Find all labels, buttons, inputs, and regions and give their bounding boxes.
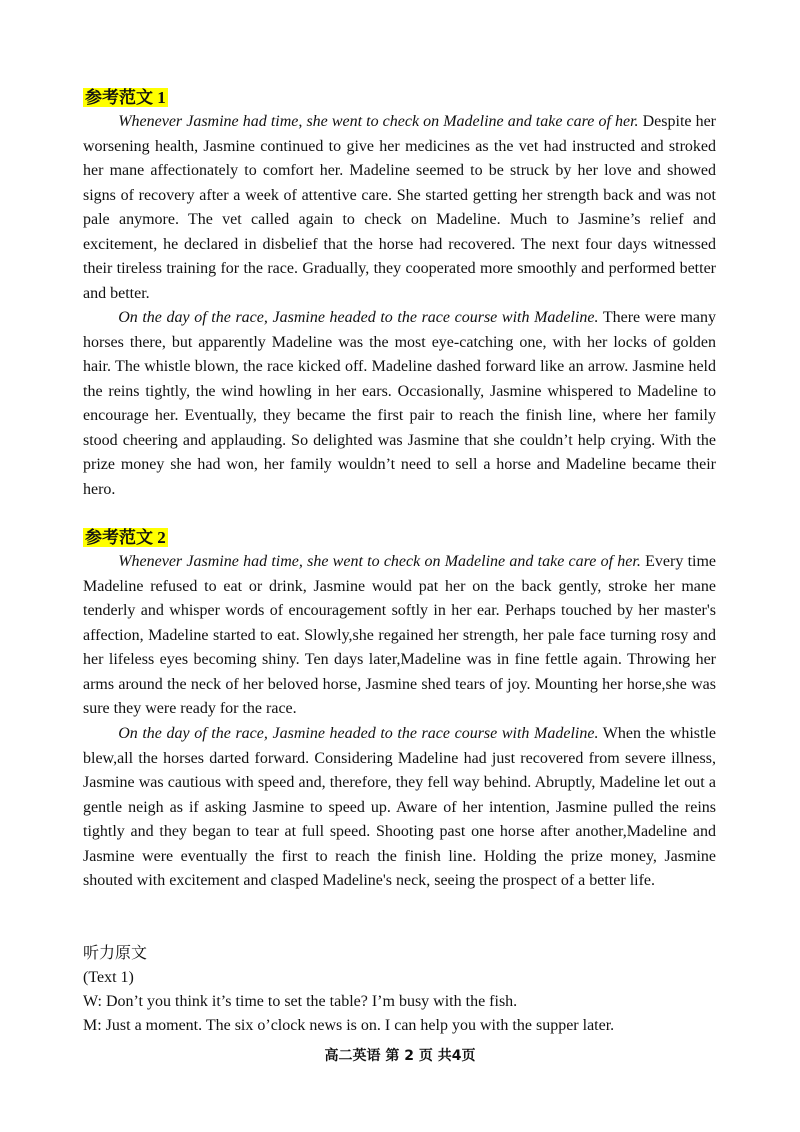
sample2-paragraph-1 — [83, 550, 716, 722]
sample1-p2-lead: On the day of the race, Jasmine headed to the race course with Madeline. — [118, 309, 599, 326]
sample2-p2-lead: On the day of the race, Jasmine headed to the race course with Madeline. — [118, 725, 599, 742]
sample2-p1-body: Every time Madeline refused to eat or drink, Jasmine would pat her on the back gently, stroke her mane tenderly and whisper words of encouragement softly in her ear. Perhaps touched by her master's affection, Madeline started to eat. Slowly,she regained her strength, her pale face turning rosy and her lifeless eyes becoming shiny. Ten days later,Madeline was in fine fettle again. Throwing her arms around the neck of her beloved horse, Jasmine shed tears of joy. Mounting her horse,she was sure they were ready for the race. — [83, 553, 717, 717]
sample2-heading: 参考范文 2 — [85, 528, 166, 547]
listening-line-w: W: Don’t you think it’s time to set the table? I’m busy with the fish. — [83, 993, 518, 1010]
sample2-p1-lead: Whenever Jasmine had time, she went to check on Madeline and take care of her. — [118, 553, 641, 570]
sample1-heading: 参考范文 1 — [85, 88, 166, 107]
sample1-p1-lead: Whenever Jasmine had time, she went to check on Madeline and take care of her. — [118, 113, 639, 130]
sample1-p1-body: Despite her worsening health, Jasmine continued to give her medicines as the vet had instructed and stroked her mane affectionately to comfort her. Madeline seemed to be struck by her love and showed signs of recovery after a week of attentive care. She started getting her strength back and was not pale anymore. The vet called again to check on Madeline. Much to Jasmine’s relief and excitement, he declared in disbelief that the horse had recovered. The next four days witnessed their tireless training for the race. Gradually, they cooperated more smoothly and performed better and better. — [83, 113, 716, 302]
page-footer: 高二英语 第 2 页 共4页 — [324, 1048, 476, 1064]
sample1-paragraph-2 — [83, 306, 716, 502]
sample2-paragraph-2 — [83, 722, 716, 894]
sample2-p2-body: When the whistle blew,all the horses darted forward. Considering Madeline had just recovered from severe illness, Jasmine was cautious with speed and, therefore, they fell way behind. Abruptly, Madeline let out a gentle neigh as if asking Jasmine to speed up. Aware of her intention, Jasmine pulled the reins tightly and they began to tear at full speed. Shooting past one horse after another,Madeline and Jasmine were eventually the first to reach the finish line. Holding the prize money, Jasmine shouted with excitement and clasped Madeline's neck, seeing the prospect of a better life. — [83, 725, 716, 889]
listening-title: 听力原文 — [83, 945, 148, 962]
listening-text-label: (Text 1) — [83, 969, 134, 986]
sample1-p2-body: There were many horses there, but apparently Madeline was the most eye-catching one, with her locks of golden hair. The whistle blown, the race kicked off. Madeline dashed forward like an arrow. Jasmine held the reins tightly, the wind howling in her ears. Occasionally, Jasmine whispered to Madeline to encourage her. Eventually, they became the first pair to reach the finish line, where her family stood cheering and applauding. So delighted was Jasmine that she couldn’t help crying. With the prize money she had won, her family wouldn’t need to sell a horse and Madeline became their hero. — [83, 309, 716, 498]
sample1-paragraph-1 — [83, 110, 716, 306]
listening-line-m: M: Just a moment. The six o’clock news is on. I can help you with the supper later. — [83, 1017, 615, 1034]
